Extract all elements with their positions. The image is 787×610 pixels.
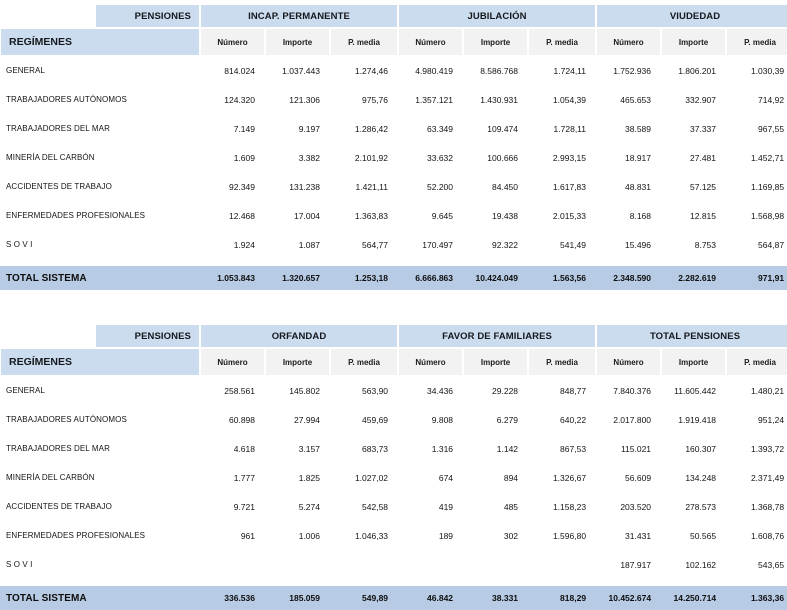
total-cell-value: 38.331 [463,586,528,610]
col-header-p-media: P. media [330,28,398,56]
table-cell-value: 1.728,11 [553,123,587,134]
total-cell-value: 1.253,18 [330,266,398,290]
group-header-incap-permanente: INCAP. PERMANENTE [200,4,398,28]
table-cell-value: 145.802 [289,385,320,396]
table-cell-value: 7.840.376 [613,385,652,396]
table-cell-value: 203.520 [620,501,652,512]
total-cell-value: 46.842 [398,586,463,610]
table-cell-value: 975,76 [362,94,389,105]
total-cell-value: 10.452.674 [596,586,661,610]
table-cell-value: 48.831 [625,181,652,192]
total-cell-value: 336.536 [200,586,265,610]
table-cell-value: 187.917 [620,559,652,570]
table-body [0,376,787,610]
table-row [0,172,787,201]
row-label-regimen: TRABAJADORES DEL MAR [6,124,110,133]
table-cell-value: 302 [503,530,519,541]
row-label-regimen: TRABAJADORES DEL MAR [6,444,110,453]
table-cell-value: 1.608,76 [750,530,785,541]
table-cell-value: 124.320 [224,94,255,105]
table-cell-value: 814.024 [224,65,255,76]
table-cell-value: 1.006 [298,530,320,541]
table-row [0,492,787,521]
table-row [0,143,787,172]
table-cell-value [330,550,398,579]
row-label-regimen: TRABAJADORES AUTÓNOMOS [6,95,127,104]
table-cell-value: 15.496 [625,239,652,250]
table-cell-value: 11.605.442 [674,385,717,396]
table-cell-value: 1.274,46 [354,65,389,76]
table-cell-value: 52.200 [427,181,454,192]
table-row [0,201,787,230]
corner-blank-cell [0,4,95,28]
table-cell-value: 2.101,92 [354,152,389,163]
column-header-row [0,28,787,56]
total-cell-value: 1.053.843 [200,266,265,290]
col-header-p-media: P. media [528,28,596,56]
col-header-importe: Importe [463,28,528,56]
table-cell-value: 131.238 [289,181,320,192]
table-cell-value: 1.142 [496,443,519,454]
row-label-regimen: ACCIDENTES DE TRABAJO [6,502,112,511]
table-cell-value: 714,92 [758,94,785,105]
table-cell-value: 848,77 [560,385,587,396]
row-label-regimen: ACCIDENTES DE TRABAJO [6,182,112,191]
table-row [0,114,787,143]
table-total-row [0,266,787,290]
col-header-p-media: P. media [726,348,787,376]
table-cell-value: 1.752.936 [613,65,652,76]
table-cell-value: 1.777 [233,472,255,483]
row-label-regimen: ENFERMEDADES PROFESIONALES [6,211,146,220]
col-header-importe: Importe [661,28,726,56]
table-cell-value: 465.653 [620,94,652,105]
table-cell-value: 1.326,67 [552,472,587,483]
spacer-cell [0,259,787,266]
header-pensiones: PENSIONES [95,4,200,28]
table-cell-value: 563,90 [362,385,389,396]
table-cell-value: 1.568,98 [750,210,785,221]
table-cell-value: 8.168 [629,210,652,221]
table-cell-value: 92.349 [229,181,255,192]
group-header-orfandad: ORFANDAD [200,324,398,348]
table-cell-value: 60.898 [229,414,255,425]
table-cell-value: 1.825 [298,472,320,483]
column-header-row [0,348,787,376]
table-cell-value: 1.806.201 [678,65,717,76]
total-row-label: TOTAL SISTEMA [0,266,200,290]
table-cell-value: 1.724,11 [553,65,587,76]
table-cell-value: 485 [503,501,519,512]
table-cell-value: 867,53 [560,443,587,454]
table-cell-value: 1.087 [298,239,320,250]
corner-blank-cell [0,324,95,348]
table-cell-value [200,550,265,579]
table-cell-value: 121.306 [289,94,320,105]
total-cell-value: 971,91 [726,266,787,290]
col-header-p-media: P. media [528,348,596,376]
total-cell-value: 2.282.619 [661,266,726,290]
table-cell-value: 9.645 [431,210,454,221]
data-table [0,4,787,290]
col-header-numero: Número [596,28,661,56]
table-row [0,85,787,114]
table-cell-value: 332.907 [685,94,717,105]
table-cell-value: 37.337 [690,123,717,134]
table-cell-value: 258.561 [224,385,255,396]
row-spacer [0,259,787,266]
pensiones-table-1 [0,4,787,290]
table-cell-value: 8.753 [694,239,717,250]
total-cell-value: 10.424.049 [463,266,528,290]
table-cell-value: 19.438 [492,210,519,221]
row-label-regimen: S O V I [6,240,33,249]
table-cell-value: 38.589 [625,123,652,134]
table-cell-value: 4.618 [233,443,255,454]
table-cell-value: 961 [240,530,255,541]
table-cell-value: 1.480,21 [750,385,785,396]
group-header-total-pensiones: TOTAL PENSIONES [596,324,787,348]
table-row [0,376,787,405]
table-cell-value: 1.919.418 [678,414,717,425]
table-cell-value: 564,77 [362,239,389,250]
table-cell-value: 109.474 [487,123,519,134]
total-row-label: TOTAL SISTEMA [0,586,200,610]
table-cell-value: 542,58 [362,501,389,512]
group-header-jubilacion: JUBILACIÓN [398,4,596,28]
group-header-favor-de-familiares: FAVOR DE FAMILIARES [398,324,596,348]
header-pensiones: PENSIONES [95,324,200,348]
total-cell-value: 6.666.863 [398,266,463,290]
row-label-regimen: MINERÍA DEL CARBÓN [6,473,95,482]
table-cell-value: 1.368,78 [750,501,785,512]
row-label-regimen: GENERAL [6,66,45,75]
table-cell-value: 683,73 [362,443,389,454]
table-cell-value: 1.046,33 [354,530,389,541]
table-cell-value: 189 [438,530,454,541]
table-cell-value: 102.162 [685,559,717,570]
table-cell-value: 278.573 [685,501,717,512]
table-row [0,405,787,434]
table-cell-value: 2.371,49 [750,472,785,483]
table-cell-value: 9.808 [431,414,454,425]
table-cell-value: 115.021 [620,443,652,454]
col-header-numero: Número [398,28,463,56]
table-cell-value: 967,55 [758,123,785,134]
table-cell-value: 541,49 [560,239,587,250]
table-cell-value: 1.421,11 [355,181,389,192]
table-row [0,230,787,259]
table-cell-value: 63.349 [427,123,454,134]
table-cell-value: 1.609 [233,152,255,163]
table-cell-value: 33.632 [427,152,454,163]
table-row [0,521,787,550]
table-cell-value [463,550,528,579]
table-cell-value: 18.917 [625,152,652,163]
table-cell-value: 56.609 [625,472,652,483]
col-header-importe: Importe [265,348,330,376]
row-label-regimen: ENFERMEDADES PROFESIONALES [6,531,146,540]
total-cell-value: 14.250.714 [661,586,726,610]
table-cell-value: 134.248 [685,472,717,483]
total-cell-value: 2.348.590 [596,266,661,290]
table-cell-value: 29.228 [492,385,519,396]
table-cell-value: 1.169,85 [750,181,785,192]
total-cell-value: 1.563,56 [528,266,596,290]
col-header-importe: Importe [661,348,726,376]
table-cell-value: 1.363,83 [354,210,389,221]
table-cell-value: 951,24 [758,414,785,425]
table-row [0,463,787,492]
table-cell-value: 564,87 [758,239,785,250]
table-cell-value: 1.596,80 [552,530,587,541]
table-cell-value: 57.125 [690,181,717,192]
table-cell-value: 459,69 [362,414,389,425]
header-regimenes: REGÍMENES [0,348,200,376]
col-header-p-media: P. media [726,28,787,56]
table-cell-value: 170.497 [422,239,454,250]
total-cell-value: 185.059 [265,586,330,610]
col-header-p-media: P. media [330,348,398,376]
table-row [0,56,787,85]
table-cell-value: 9.197 [298,123,320,134]
table-cell-value: 1.037.443 [282,65,320,76]
table-cell-value: 3.157 [298,443,320,454]
table-cell-value: 674 [438,472,454,483]
group-header-row [0,4,787,28]
table-cell-value [398,550,463,579]
row-label-regimen: GENERAL [6,386,45,395]
table-cell-value: 8.586.768 [480,65,519,76]
table-cell-value: 1.924 [233,239,255,250]
table-cell-value: 1.357.121 [415,94,454,105]
table-cell-value: 1.030,39 [750,65,785,76]
col-header-importe: Importe [265,28,330,56]
table-cell-value: 1.452,71 [750,152,785,163]
table-cell-value: 1.027,02 [354,472,389,483]
table-cell-value: 12.815 [690,210,717,221]
table-cell-value: 84.450 [492,181,519,192]
table-cell-value: 1.393,72 [750,443,785,454]
table-cell-value: 17.004 [294,210,320,221]
table-cell-value: 1.286,42 [354,123,389,134]
table-cell-value [528,550,596,579]
table-cell-value: 7.149 [233,123,255,134]
table-row [0,434,787,463]
table-cell-value: 2.993,15 [552,152,587,163]
pensiones-table-2 [0,324,787,610]
row-spacer [0,579,787,586]
col-header-numero: Número [398,348,463,376]
table-cell-value: 27.994 [294,414,320,425]
col-header-numero: Número [200,28,265,56]
table-cell-value: 4.980.419 [415,65,454,76]
group-header-viudedad: VIUDEDAD [596,4,787,28]
table-cell-value [265,550,330,579]
table-cell-value: 543,65 [758,559,785,570]
table-cell-value: 2.015,33 [552,210,587,221]
table-cell-value: 894 [503,472,519,483]
table-cell-value: 6.279 [496,414,519,425]
table-cell-value: 50.565 [690,530,717,541]
col-header-importe: Importe [463,348,528,376]
row-label-regimen: S O V I [6,560,33,569]
table-cell-value: 1.054,39 [552,94,587,105]
table-cell-value: 92.322 [492,239,519,250]
header-regimenes: REGÍMENES [0,28,200,56]
table-cell-value: 1.617,83 [552,181,587,192]
table-cell-value: 27.481 [690,152,717,163]
table-cell-value: 419 [438,501,454,512]
total-cell-value: 1.363,36 [726,586,787,610]
row-label-regimen: MINERÍA DEL CARBÓN [6,153,95,162]
data-table [0,324,787,610]
total-cell-value: 1.320.657 [265,266,330,290]
table-body [0,56,787,290]
row-label-regimen: TRABAJADORES AUTÓNOMOS [6,415,127,424]
table-cell-value: 34.436 [427,385,454,396]
table-cell-value: 160.307 [685,443,717,454]
table-cell-value: 31.431 [625,530,652,541]
spacer-cell [0,579,787,586]
table-cell-value: 1.158,23 [552,501,587,512]
table-cell-value: 9.721 [233,501,255,512]
table-total-row [0,586,787,610]
total-cell-value: 549,89 [330,586,398,610]
table-cell-value: 1.316 [431,443,454,454]
table-cell-value: 5.274 [298,501,320,512]
table-cell-value: 640,22 [560,414,587,425]
total-cell-value: 818,29 [528,586,596,610]
table-cell-value: 1.430.931 [480,94,519,105]
col-header-numero: Número [596,348,661,376]
table-cell-value: 100.666 [487,152,519,163]
table-row [0,550,787,579]
col-header-numero: Número [200,348,265,376]
table-cell-value: 12.468 [229,210,255,221]
group-header-row [0,324,787,348]
table-cell-value: 2.017.800 [613,414,652,425]
table-cell-value: 3.382 [298,152,320,163]
